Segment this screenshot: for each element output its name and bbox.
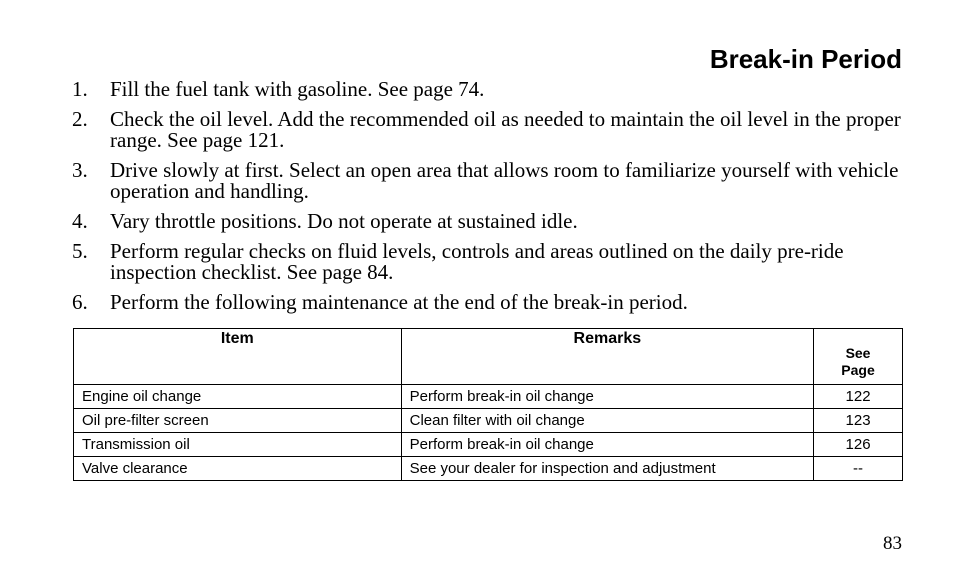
column-header-see-page <box>814 329 903 385</box>
step-number: 6. <box>72 290 88 314</box>
remarks-cell: Perform break-in oil change <box>401 433 813 457</box>
page-cell: 126 <box>814 433 903 457</box>
table-row <box>74 433 903 457</box>
table-row <box>74 409 903 433</box>
list-item <box>72 160 902 202</box>
see-label: See <box>845 345 871 361</box>
page-cell: 122 <box>814 385 903 409</box>
item-cell: Oil pre-filter screen <box>74 409 402 433</box>
table-row <box>74 385 903 409</box>
list-item <box>72 79 902 100</box>
step-text: Vary throttle positions. Do not operate at sustained idle. <box>110 209 578 233</box>
step-number: 1. <box>72 77 88 101</box>
step-number: 4. <box>72 209 88 233</box>
list-item <box>72 241 902 283</box>
page-number: 83 <box>883 533 902 554</box>
page-cell: 123 <box>814 409 903 433</box>
step-number: 3. <box>72 158 88 182</box>
step-text: Drive slowly at first. Select an open area that allows room to familiarize yourself with vehicle operation and handling. <box>110 158 899 203</box>
remarks-cell: Clean filter with oil change <box>401 409 813 433</box>
page-title: Break-in Period <box>709 44 902 74</box>
page-cell: -- <box>814 457 903 481</box>
step-text: Check the oil level. Add the recommended oil as needed to maintain the oil level in the proper range. See page 121. <box>110 107 901 152</box>
maintenance-table <box>73 328 903 481</box>
list-item <box>72 292 902 313</box>
item-cell: Valve clearance <box>74 457 402 481</box>
remarks-cell: Perform break-in oil change <box>401 385 813 409</box>
column-header-remarks: Remarks <box>401 329 813 385</box>
step-text: Perform the following maintenance at the end of the break-in period. <box>110 290 688 314</box>
table-row <box>74 457 903 481</box>
item-cell: Transmission oil <box>74 433 402 457</box>
item-cell: Engine oil change <box>74 385 402 409</box>
remarks-cell: See your dealer for inspection and adjustment <box>401 457 813 481</box>
list-item <box>72 109 902 151</box>
step-text: Perform regular checks on fluid levels, controls and areas outlined on the daily pre-ride inspection checklist. See page 84. <box>110 239 844 284</box>
list-item <box>72 211 902 232</box>
break-in-steps-list <box>72 79 902 322</box>
column-header-item: Item <box>74 329 402 385</box>
table-header-row <box>74 329 903 385</box>
step-number: 2. <box>72 107 88 131</box>
step-text: Fill the fuel tank with gasoline. See page 74. <box>110 77 485 101</box>
page-label: Page <box>841 362 875 378</box>
step-number: 5. <box>72 239 88 263</box>
